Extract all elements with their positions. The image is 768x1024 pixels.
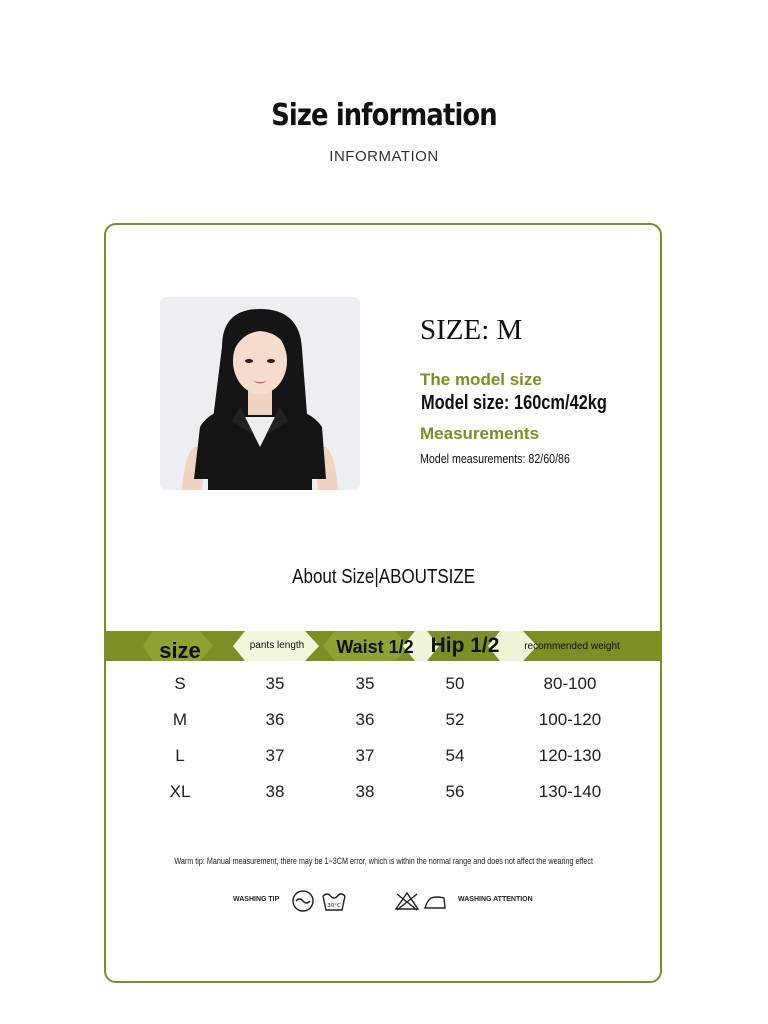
th-size: size [159, 638, 201, 663]
table-row-m-size: M [172, 710, 188, 729]
model-photo [160, 297, 360, 490]
th-recommended-weight: recommended weight [524, 641, 620, 652]
table-row-xl-size: XL [169, 782, 191, 801]
table-row-m-waist: 36 [355, 710, 375, 729]
th-pants-length: pants length [249, 640, 305, 651]
about-size-title [0, 566, 768, 589]
table-row-l-pants: 37 [265, 746, 285, 765]
th-hip: Hip 1/2 [430, 634, 500, 657]
warm-tip [0, 856, 768, 866]
measurements-label: Measurements [420, 424, 540, 443]
size-heading: SIZE: M [420, 314, 523, 346]
wash-temp-text: 30°C [327, 903, 341, 909]
table-row-s-hip: 50 [445, 674, 465, 693]
table-row-l-weight: 120-130 [538, 746, 602, 765]
model-photo-illustration [160, 297, 360, 490]
hand-wash-icon [291, 890, 315, 912]
table-row-s-weight: 80-100 [543, 674, 597, 693]
table-row-xl-waist: 38 [355, 782, 375, 801]
table-row-l-hip: 54 [445, 746, 465, 765]
table-row-s-waist: 35 [355, 674, 375, 693]
about-size-title-text: About Size|ABOUTSIZE [292, 566, 476, 588]
table-row-l-size: L [175, 746, 185, 765]
table-row-m-hip: 52 [445, 710, 465, 729]
warm-tip-text: Warm tip: Manual measurement, there may be 1~3CM error, which is within the normal range and does not affect the wearing effect [174, 856, 594, 866]
table-row-xl-weight: 130-140 [538, 782, 602, 801]
table-row-xl-pants: 38 [265, 782, 285, 801]
model-size-value: Model size: 160cm/42kg [421, 392, 607, 414]
page-subtitle: INFORMATION [329, 148, 439, 165]
table-row-s-size: S [174, 674, 186, 693]
table-row-m-weight: 100-120 [538, 710, 602, 729]
wash-30-icon [321, 890, 347, 912]
measurements-value: Model measurements: 82/60/86 [420, 451, 570, 466]
page-title: Size information [271, 98, 497, 133]
table-row-m-pants: 36 [265, 710, 285, 729]
table-row-l-waist: 37 [355, 746, 375, 765]
table-row-xl-hip: 56 [445, 782, 465, 801]
washing-attention-label: WASHING ATTENTION [458, 896, 533, 903]
no-bleach-icon [394, 890, 420, 912]
no-iron-icon [423, 890, 447, 912]
model-size-label: The model size [420, 370, 542, 389]
th-waist: Waist 1/2 [336, 637, 414, 657]
table-row-s-pants: 35 [265, 674, 285, 693]
washing-tip-label: WASHING TIP [233, 896, 280, 903]
